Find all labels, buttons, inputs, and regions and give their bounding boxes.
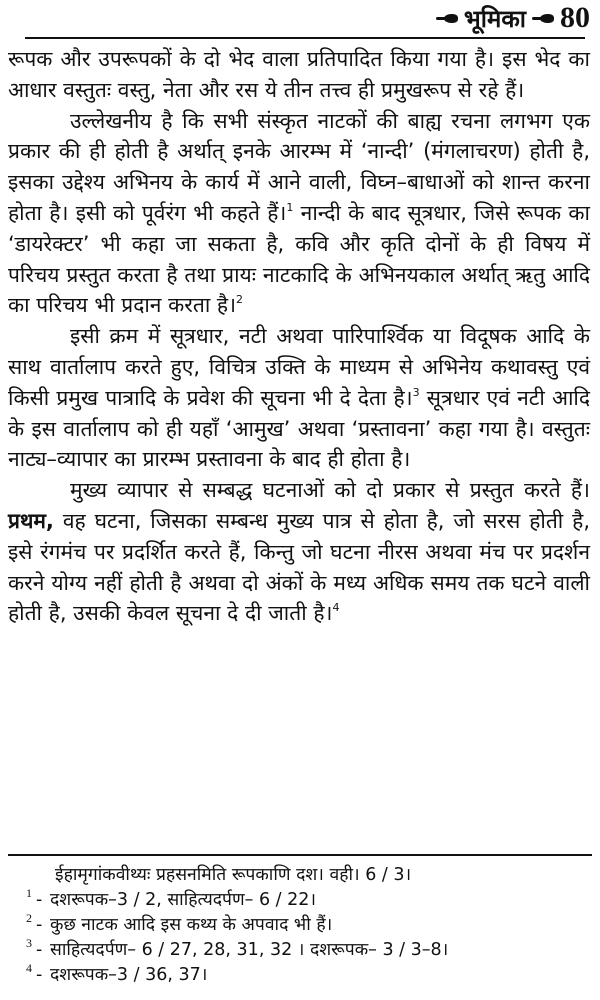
footnote-ref-2[interactable]: 2 [236, 293, 244, 307]
paragraph-4: मुख्य व्यापार से सम्बद्ध घटनाओं को दो प्रकार से प्रस्तुत करते हैं। प्रथम, वह घटना, जिसका सम्बन्ध मुख्य पात्र से होता है, जो सरस होती है, इसे रंगमंच पर प्रदर्शित करते हैं, किन्तु जो घटना नीरस अथवा मंच पर प्रदर्शन करने योग्य नहीं होती है अथवा दो अंकों के मध्य अधिक समय तक घटने वाली होती है, उसकी केवल सूचना दे दी जाती है।$^4$ [8, 478, 590, 626]
paragraph-3: इसी क्रम में सूत्रधार, नटी अथवा पारिपार्श्विक या विदूषक आदि के साथ वार्तालाप करते हुए, विचित्र उक्ति के माध्यम से अभिनेय कथावस्तु एवं किसी प्रमुख पात्रादि के प्रवेश की सूचना भी दे देता है।$^3$ सूत्रधार एवं नटी आदि के इस वार्तालाप को ही यहाँ ‘आमुख’ अथवा ‘प्रस्तावना’ कहा गया है। वस्तुतः नाट्य–व्यापार का प्रारम्भ प्रस्तावना के बाद ही होता है। [8, 324, 590, 472]
footnotes [26, 863, 586, 988]
footnote-item: 1 - दशरूपक–3 / 2, साहित्यदर्पण– 6 / 22। [26, 886, 317, 910]
paragraph-1: रूपक और उपरूपकों के दो भेद वाला प्रतिपादित किया गया है। इस भेद का आधार वस्तुतः वस्तु, नेता और रस ये तीन तत्त्व ही प्रमुखरूप से रहे हैं। [8, 47, 590, 102]
emphasis-prathama: प्रथम, [8, 508, 54, 533]
footnote-ref-3[interactable]: 3 [412, 385, 420, 399]
footnote-text: कुछ नाटक आदि इस कथ्य के अपवाद भी हैं। [50, 915, 333, 935]
footnote-divider [8, 854, 592, 856]
footnote-item: 4 - दशरूपक–3 / 36, 37। [26, 961, 208, 985]
pointing-hand-icon [436, 14, 458, 23]
footnote-text: दशरूपक–3 / 2, साहित्यदर्पण– 6 / 22। [50, 890, 317, 910]
footnote-continuation: ईहामृगांकवीथ्यः प्रहसनमिति रूपकाणि दश। वही। 6 / 3। [55, 865, 412, 885]
paragraph-2: उल्लेखनीय है कि सभी संस्कृत नाटकों की बाह्य रचना लगभग एक प्रकार की ही होती है अर्थात् इनके आरम्भ में ‘नान्दी’ (मंगलाचरण) होती है, इसका उद्देश्य अभिनय के कार्य में आने वाली, विघ्न–बाधाओं को शान्त करना होता है। इसी को पूर्वरंग भी कहते हैं।$^1$ नान्दी के बाद सूत्रधार, जिसे रूपक का ‘डायरेक्टर’ भी कहा जा सकता है, कवि और कृति दोनों के ही विषय में परिचय प्रस्तुत करता है तथा प्रायः नाटकादि के अभिनयकाल अर्थात् ऋतु आदि का परिचय भी प्रदान करता है।$^2$ [8, 108, 590, 318]
page-number: 80 [560, 1, 590, 34]
body-text [8, 44, 590, 629]
pointing-hand-icon [532, 14, 554, 23]
footnote-text: दशरूपक–3 / 36, 37। [50, 965, 208, 985]
running-header [436, 2, 590, 34]
section-title: भूमिका [463, 5, 526, 33]
footnote-text: साहित्यदर्पण– 6 / 27, 28, 31, 32 । दशरूपक– 3 / 3–8। [50, 940, 449, 960]
footnote-item: 2 - कुछ नाटक आदि इस कथ्य के अपवाद भी हैं। [26, 911, 333, 935]
header-divider [25, 37, 585, 39]
footnote-ref-4[interactable]: 4 [332, 601, 340, 615]
footnote-item: 3 - साहित्यदर्पण– 6 / 27, 28, 31, 32 । दशरूपक– 3 / 3–8। [26, 936, 449, 960]
footnote-ref-1[interactable]: 1 [286, 200, 294, 214]
